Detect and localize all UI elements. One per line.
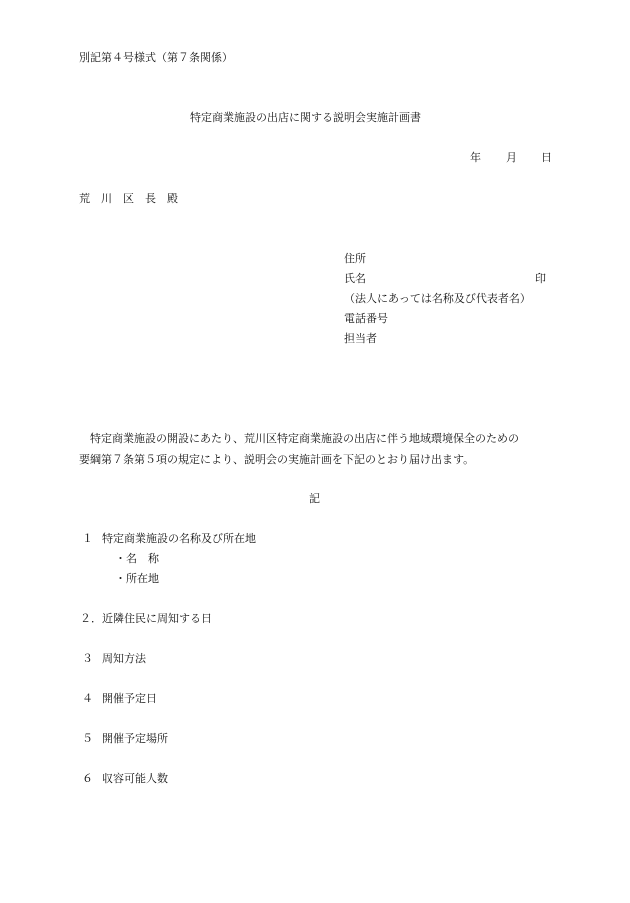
date-year: 年 xyxy=(470,151,481,164)
phone-label: 電話番号 xyxy=(344,312,388,325)
corporate-note: （法人にあっては名称及び代表者名） xyxy=(344,292,531,305)
item-number: １ xyxy=(82,532,93,545)
item-number: ５ xyxy=(82,732,93,745)
sub-item-name: ・名 称 xyxy=(115,552,159,565)
body-text-line-2: 要綱第７条第５項の規定により、説明会の実施計画を下記のとおり届け出ます。 xyxy=(79,453,475,466)
item-number: ３ xyxy=(82,652,93,665)
item-number: ２． xyxy=(80,612,102,625)
date-month: 月 xyxy=(506,151,517,164)
document-title: 特定商業施設の出店に関する説明会実施計画書 xyxy=(190,111,421,124)
item-label: 特定商業施設の名称及び所在地 xyxy=(102,532,256,545)
item-label: 開催予定場所 xyxy=(102,732,168,745)
contact-label: 担当者 xyxy=(344,332,377,345)
date-day: 日 xyxy=(541,151,552,164)
address-label: 住所 xyxy=(344,252,366,265)
form-number: 別記第４号様式（第７条関係） xyxy=(79,51,233,64)
sub-item-location: ・所在地 xyxy=(115,572,159,585)
addressee: 荒 川 区 長 殿 xyxy=(79,192,178,205)
item-label: 近隣住民に周知する日 xyxy=(102,612,212,625)
item-number: ６ xyxy=(82,772,93,785)
seal-mark: 印 xyxy=(535,272,546,285)
ki-heading: 記 xyxy=(309,492,320,505)
item-label: 周知方法 xyxy=(102,652,146,665)
item-label: 収容可能人数 xyxy=(102,772,168,785)
item-label: 開催予定日 xyxy=(102,692,157,705)
item-number: ４ xyxy=(82,692,93,705)
name-label: 氏名 xyxy=(344,272,366,285)
body-text-line-1: 特定商業施設の開設にあたり、荒川区特定商業施設の出店に伴う地域環境保全のための xyxy=(90,432,519,445)
